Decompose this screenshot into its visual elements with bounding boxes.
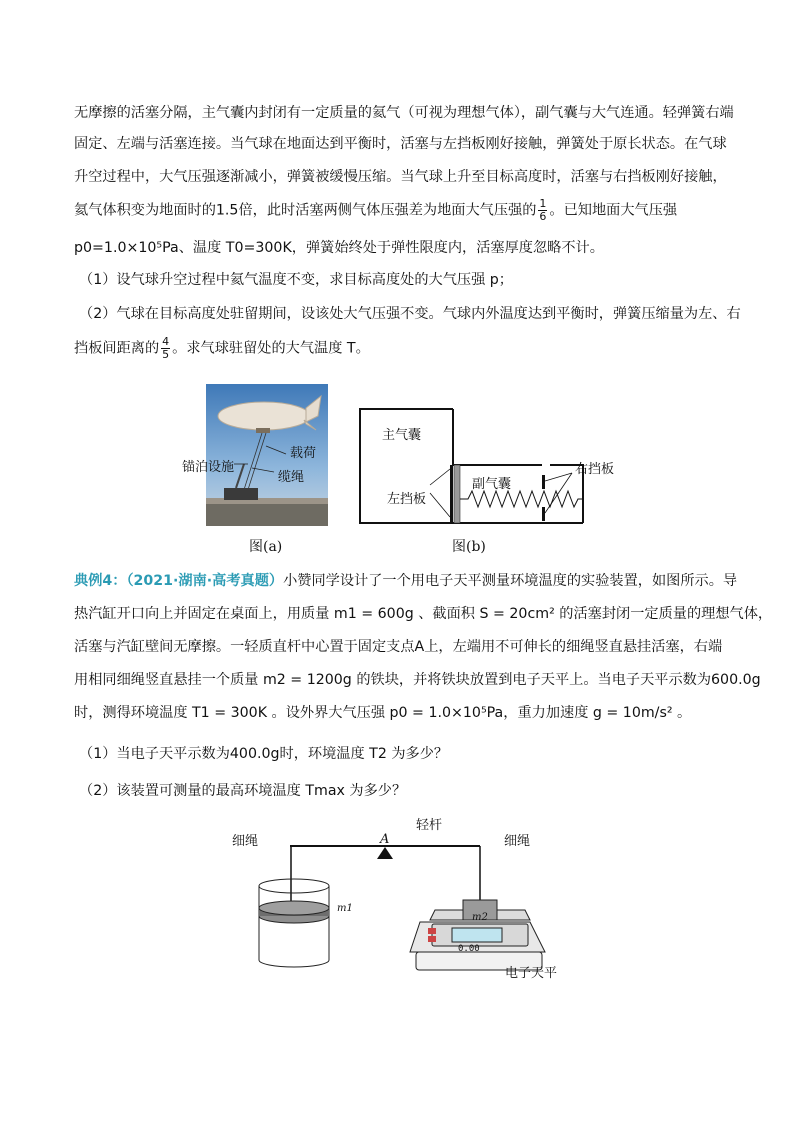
problem3-line3: 升空过程中，大气压强逐渐减小，弹簧被缓慢压缩。当气球上升至目标高度时，活塞与右挡板刚好接触， xyxy=(74,169,727,185)
problem4-line3: 活塞与汽缸壁间无摩擦。一轻质直杆中心置于固定支点A上，左端用不可伸长的细绳竖直悬挂活塞，右端 xyxy=(74,639,723,655)
problem3-question2-line2: 挡板间距离的 $\frac{4}{5}$ 。求气球驻留处的大气温度 T。 xyxy=(74,335,370,361)
problem3-line5: p0=1.0×10⁵Pa、温度 T0=300K，弹簧始终处于弹性限度内，活塞厚度忽略不计。 xyxy=(74,240,604,256)
figure-b-label-sub: 副气囊 xyxy=(472,477,512,492)
problem4-line2: 热汽缸开口向上并固定在桌面上，用质量 m1 = 600g 、截面积 S = 20cm² 的活塞封闭一定质量的理想气体， xyxy=(74,606,773,622)
figure-a-label-payload: 载荷 xyxy=(290,446,317,461)
figure-c-display-readout: 0.00 xyxy=(458,944,480,954)
fraction-four-fifths: $\frac{4}{5}$ xyxy=(162,335,170,361)
figure-c-label-m2: m2 xyxy=(472,912,488,923)
problem3-line4-pre: 氦气体积变为地面时的1.5倍，此时活塞两侧气体压强差为地面大气压强的 xyxy=(74,202,537,219)
problem3-line4-post: 。已知地面大气压强 xyxy=(549,202,678,219)
problem4-tag: 典例4：（2021·湖南·高考真题） xyxy=(74,573,284,589)
problem3-question2-line1: （2）气球在目标高度处驻留期间，设该处大气压强不变。气球内外温度达到平衡时，弹簧压缩量为左、右 xyxy=(79,306,741,322)
problem3-line1: 无摩擦的活塞分隔，主气囊内封闭有一定质量的氦气（可视为理想气体），副气囊与大气连通。轻弹簧右端 xyxy=(74,105,734,121)
figure-c-label-rope-left: 细绳 xyxy=(232,834,259,849)
figure-c-label-pivot: A xyxy=(380,832,390,847)
figure-a-label-cable: 缆绳 xyxy=(278,470,305,485)
figure-c-label-rod: 轻杆 xyxy=(416,818,443,833)
figure-c-label-rope-right: 细绳 xyxy=(504,834,531,849)
problem3-question1: （1）设气球升空过程中氦气温度不变，求目标高度处的大气压强 p； xyxy=(79,272,513,288)
problem4-question1: （1）当电子天平示数为400.0g时，环境温度 T2 为多少？ xyxy=(79,746,449,762)
figure-c-label-balance: 电子天平 xyxy=(505,966,558,981)
figure-b-label-right: 右挡板 xyxy=(575,462,615,477)
figure-b-label-left: 左挡板 xyxy=(387,492,427,507)
problem4-line1: 典例4：（2021·湖南·高考真题）小赞同学设计了一个用电子天平测量环境温度的实验装置，如图所示。导 xyxy=(74,573,738,589)
figure-a-caption: 图(a) xyxy=(249,539,283,555)
figure-b-caption: 图(b) xyxy=(452,539,486,555)
problem3-line2: 固定、左端与活塞连接。当气球在地面达到平衡时，活塞与左挡板刚好接触，弹簧处于原长状态。在气球 xyxy=(74,136,727,152)
problem4-question2: （2）该装置可测量的最高环境温度 Tmax 为多少？ xyxy=(79,783,407,799)
figure-c-label-m1: m1 xyxy=(337,903,353,914)
figure-b-label-main: 主气囊 xyxy=(382,428,422,443)
fraction-one-sixth: $\frac{1}{6}$ xyxy=(539,197,547,223)
problem4-line5: 时，测得环境温度 T1 = 300K 。设外界大气压强 p0 = 1.0×10⁵Pa，重力加速度 g = 10m/s² 。 xyxy=(74,705,692,721)
figure-a-label-anchor: 锚泊设施 xyxy=(182,460,235,475)
problem3-line4 xyxy=(74,198,677,223)
problem4-line4: 用相同细绳竖直悬挂一个质量 m2 = 1200g 的铁块，并将铁块放置到电子天平上。当电子天平示数为600.0g xyxy=(74,672,761,688)
